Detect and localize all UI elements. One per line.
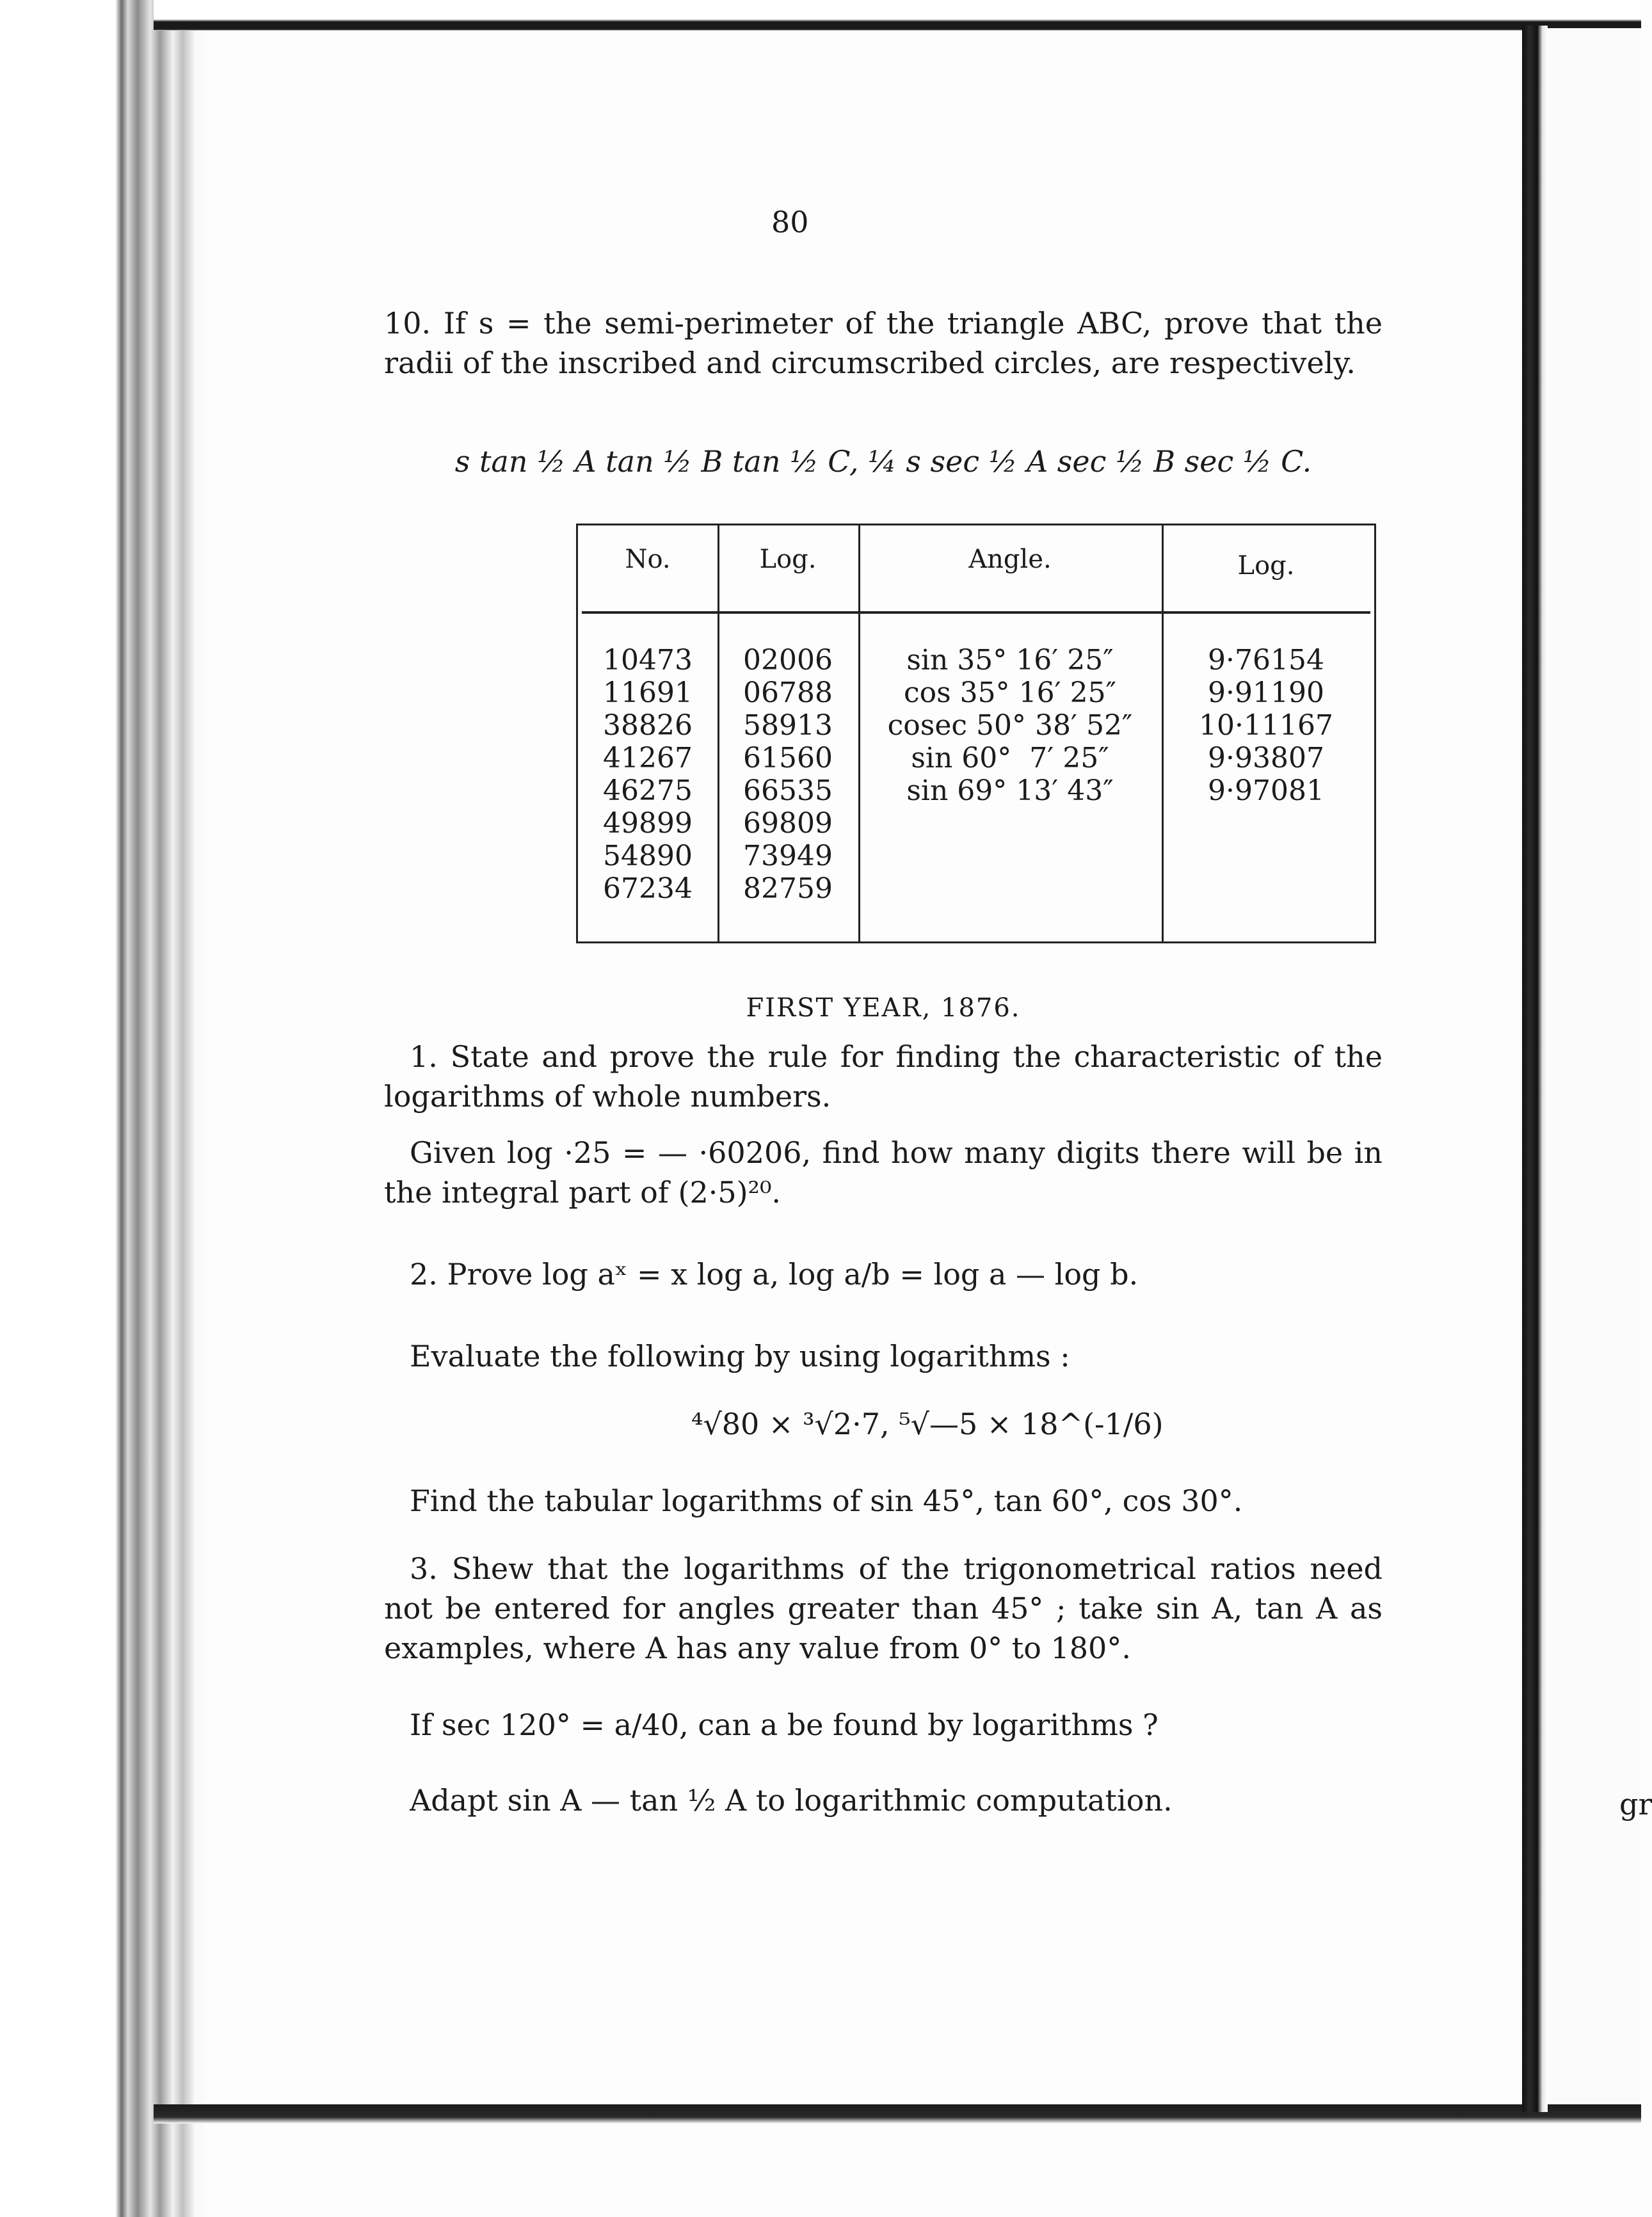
- table-cell: sin 35° 16′ 25″: [906, 644, 1114, 676]
- table-cell: 38826: [603, 709, 693, 742]
- page-gutter: [1522, 26, 1548, 2112]
- table-cell: 9·91190: [1208, 676, 1324, 709]
- table-cell: 61560: [743, 742, 833, 774]
- table-cell: cosec 50° 38′ 52″: [887, 709, 1133, 742]
- table-cell: 67234: [603, 872, 693, 905]
- table-cell: 9·76154: [1208, 644, 1324, 676]
- question-3-adapt: Adapt sin A — tan ½ A to logarithmic computation.: [410, 1783, 1173, 1818]
- table-cell: cos 35° 16′ 25″: [903, 676, 1117, 709]
- table-header-angle: Angle.: [968, 545, 1052, 574]
- question-1: 1. State and prove the rule for finding the characteristic of the logarithms of whole numbers.: [384, 1039, 1383, 1114]
- problem-10-text: 10. If s = the semi-perimeter of the triangle ABC, prove that the radii of the inscribed and circumscribed circles, are respectively.: [384, 306, 1383, 380]
- table-header-log: Log.: [759, 545, 817, 574]
- table-cell: 10473: [603, 644, 693, 676]
- number-logs-column: [718, 644, 858, 905]
- table-cell: 58913: [743, 709, 833, 742]
- question-3: 3. Shew that the logarithms of the trigonometrical ratios need not be entered for angles greater than 45° ; take sin A, tan A as examples, where A has any value from 0° to 180°.: [384, 1551, 1383, 1665]
- table-cell: 10·11167: [1199, 709, 1333, 742]
- angle-logs-column: [1162, 644, 1370, 807]
- table-cell: sin 60° 7′ 25″: [911, 742, 1109, 774]
- table-header-no: No.: [625, 545, 671, 574]
- table-cell: 41267: [603, 742, 693, 774]
- table-cell: 49899: [603, 807, 693, 840]
- question-1-given: Given log ·25 = — ·60206, find how many digits there will be in the integral part of (2·5)²⁰.: [384, 1135, 1383, 1210]
- question-2-tabular: Find the tabular logarithms of sin 45°, tan 60°, cos 30°.: [410, 1484, 1243, 1518]
- scan-top-border: [154, 0, 1641, 31]
- scan-bottom-border: [154, 2104, 1641, 2124]
- question-2-expression: ⁴√80 × ³√2·7, ⁵√—5 × 18^(-1/6): [691, 1407, 1164, 1441]
- numbers-column: [578, 644, 718, 905]
- table-cell: 02006: [743, 644, 833, 676]
- table-cell: 11691: [603, 676, 693, 709]
- table-cell: 82759: [743, 872, 833, 905]
- table-header-rule: [582, 611, 1370, 614]
- table-cell: sin 69° 13′ 43″: [906, 774, 1114, 807]
- problem-10-formula: s tan ½ A tan ½ B tan ½ C, ¼ s sec ½ A sec ½ B sec ½ C.: [454, 444, 1312, 479]
- table-cell: 06788: [743, 676, 833, 709]
- table-cell: 66535: [743, 774, 833, 807]
- question-3-secant: If sec 120° = a/40, can a be found by logarithms ?: [410, 1708, 1159, 1742]
- table-cell: 69809: [743, 807, 833, 840]
- table-cell: 9·97081: [1208, 774, 1324, 807]
- facing-page-text-fragment: gr: [1619, 1787, 1652, 1821]
- section-heading: FIRST YEAR, 1876.: [746, 993, 1021, 1023]
- page-number: 80: [771, 205, 809, 239]
- book-binding-edge: [0, 0, 205, 2217]
- question-2-instruction: Evaluate the following by using logarithms :: [410, 1339, 1070, 1373]
- table-cell: 54890: [603, 840, 693, 872]
- table-cell: 46275: [603, 774, 693, 807]
- table-cell: 9·93807: [1208, 742, 1324, 774]
- angles-column: [858, 644, 1162, 807]
- table-cell: 73949: [743, 840, 833, 872]
- table-header-angle-log: Log.: [1237, 551, 1295, 580]
- question-2: 2. Prove log aˣ = x log a, log a/b = log a — log b.: [410, 1257, 1139, 1292]
- logarithm-table: [576, 524, 1376, 943]
